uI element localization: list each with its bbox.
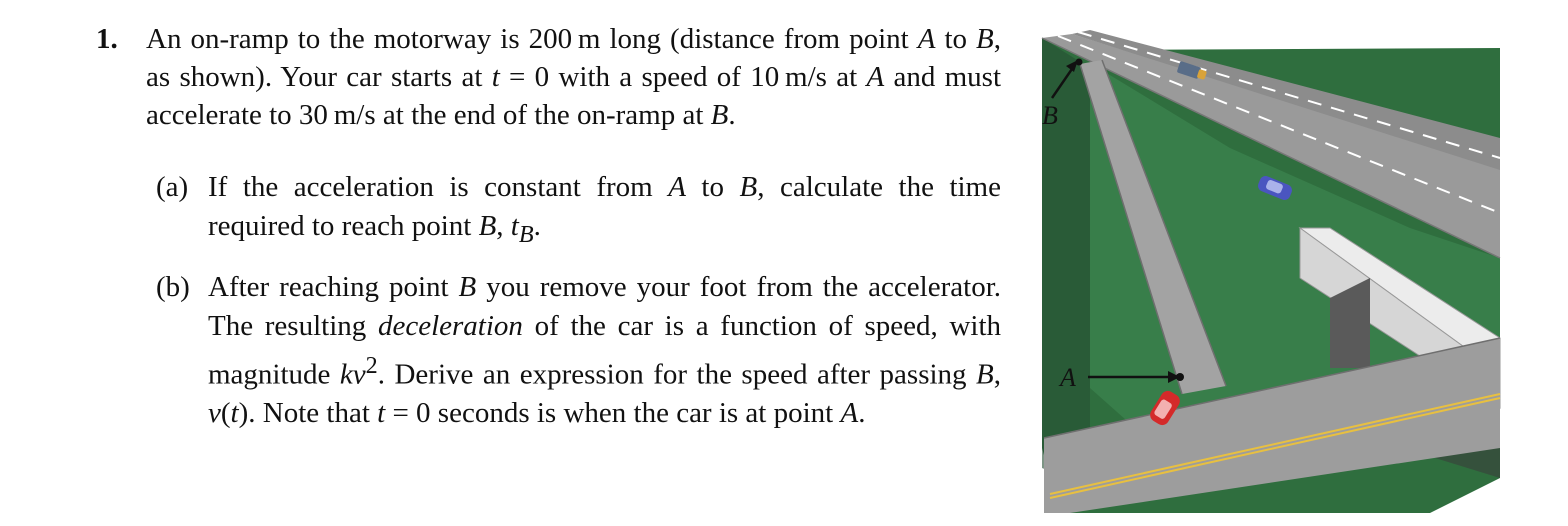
part-a [156,168,1001,254]
time-variable: t [491,61,500,93]
stem-text: and must accelerate to 30 m/s at the end of the on-ramp at [146,61,1001,131]
part-b [156,268,1001,434]
part-a-text-segment: . [533,210,541,242]
part-b-text-segment: . [858,397,866,430]
part-b-label: (b) [156,270,190,303]
point-a: A [668,171,686,203]
kv-exponent: 2 [365,351,378,379]
point-b: B [976,358,994,391]
stem-text: to [935,23,977,55]
stem-text: . [728,99,736,131]
part-a-text-segment: If the acceleration is constant from [208,171,669,203]
stem-text: = 0 with a speed of 10 m/s at [499,61,867,93]
label-a: A [1060,363,1076,392]
part-b-text-segment: ( [220,397,231,430]
point-b: B [739,171,758,203]
time-variable: t [377,397,386,430]
point-b: B [458,270,477,303]
part-b-text-segment: of the car is a function of speed, with magnitude [208,309,1001,391]
problem-1 [96,20,1001,447]
onramp-illustration [1030,8,1530,520]
problem-stem-text [146,20,1001,134]
time-t-b-subscript: B [518,220,534,248]
point-b-dot [1076,59,1083,66]
part-b-text [208,268,1001,434]
onramp-figure [1030,8,1530,520]
problem-stem [96,20,1001,134]
speed-v: v [208,397,221,430]
part-b-text-segment: , [993,358,1001,391]
point-a-dot [1176,373,1184,381]
part-a-text-segment: to [685,171,740,203]
time-variable: t [230,397,239,430]
point-a: A [917,23,936,55]
part-b-text-segment: = 0 seconds is when the car is at point [385,397,841,430]
sub-questions [156,168,1001,433]
point-b: B [976,23,994,55]
part-b-text-segment: you remove your foot from the accelerator. The resulting [208,270,1001,342]
problem-number: 1. [96,23,118,55]
point-b: B [478,210,497,242]
part-b-text-segment: ). Note that [238,397,378,430]
kv-expression: kv [339,358,366,391]
part-a-text [208,168,1001,254]
stem-text: , as shown). Your car starts at [146,23,1001,93]
part-a-label: (a) [156,171,189,203]
point-a: A [840,397,859,430]
stem-text: An on-ramp to the motorway is 200 m long (distance from point [146,23,918,55]
part-b-text-segment: . Derive an expression for the speed after passing [377,358,977,391]
deceleration-term: deceleration [377,309,523,342]
part-a-text-segment: , [496,210,511,242]
part-b-text-segment: After reaching point [208,270,459,303]
label-b: B [1042,101,1058,130]
point-a: A [866,61,885,93]
time-t-b: t [510,210,519,242]
part-a-text-segment: , calculate the time required to reach point [208,171,1001,242]
point-b: B [710,99,729,131]
